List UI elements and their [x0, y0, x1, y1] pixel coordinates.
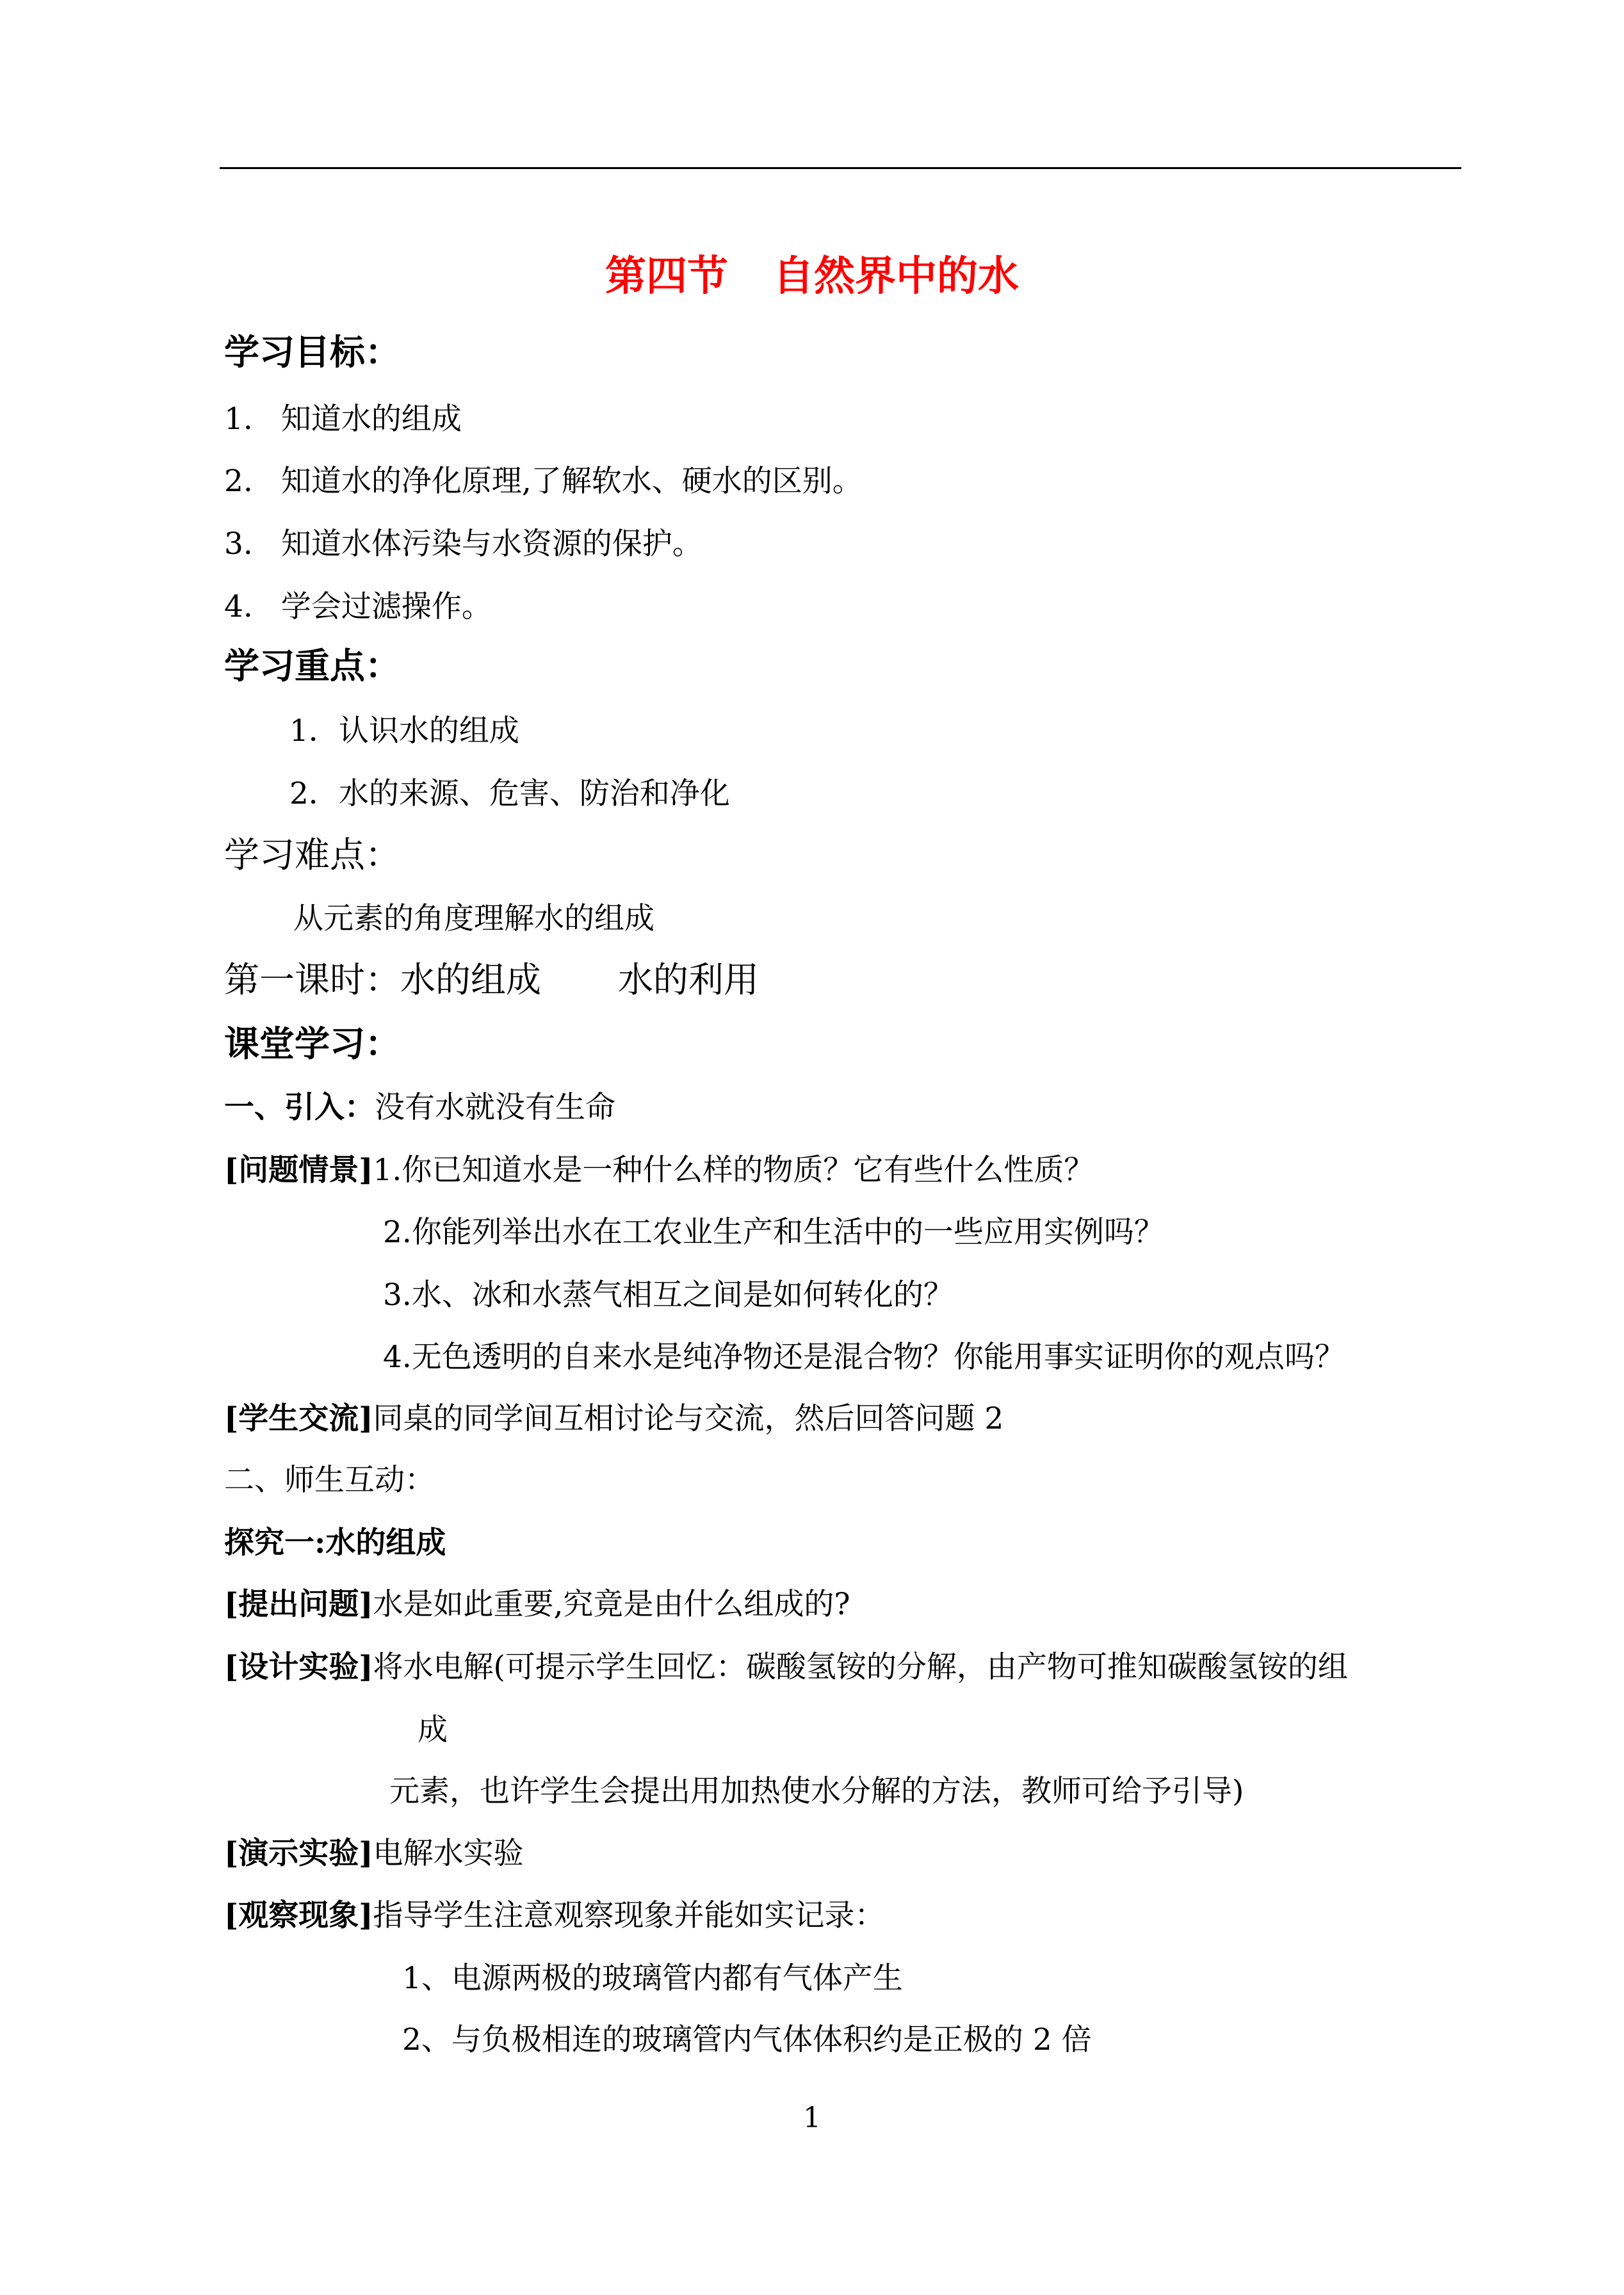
design-cont: 成 [418, 1712, 448, 1748]
exchange-line: [学生交流]同桌的同学间互相讨论与交流，然后回答问题 2 [224, 1401, 1004, 1436]
demo-line: [演示实验]电解水实验 [224, 1836, 524, 1871]
interact-heading: 二、师生互动： [224, 1463, 435, 1498]
explore-heading: 探究一:水的组成 [224, 1525, 446, 1561]
classroom-heading: 课堂学习： [224, 1023, 401, 1064]
question-item: 4.无色透明的自来水是纯净物还是混合物？你能用事实证明你的观点吗？ [383, 1340, 1345, 1375]
goals-heading: 学习目标： [224, 331, 401, 373]
lesson-line: 第一课时：水的组成 水的利用 [224, 959, 759, 1000]
observe-line: [观察现象]指导学生注意观察现象并能如实记录： [224, 1898, 885, 1933]
question-item: 3.水、冰和水蒸气相互之间是如何转化的？ [383, 1277, 954, 1313]
observe-item: 2、与负极相连的玻璃管内气体体积约是正极的 2 倍 [402, 2022, 1092, 2057]
goal-item: 3. 知道水体污染与水资源的保护。 [224, 526, 702, 562]
question-line: [问题情景]1.你已知道水是一种什么样的物质？它有些什么性质？ [224, 1153, 1094, 1188]
goal-item: 2. 知道水的净化原理,了解软水、硬水的区别。 [224, 464, 863, 499]
title-section: 第四节 [605, 252, 728, 300]
key-points-heading: 学习重点： [224, 645, 401, 686]
question-item: 2.你能列举出水在工农业生产和生活中的一些应用实例吗？ [383, 1215, 1164, 1250]
title-topic: 自然界中的水 [773, 252, 1019, 300]
design-line: [设计实验]将水电解(可提示学生回忆：碳酸氢铵的分解，由产物可推知碳酸氢铵的组 [224, 1650, 1348, 1685]
difficulty-heading: 学习难点： [224, 834, 401, 875]
page-title [0, 243, 1624, 302]
header-rule [220, 167, 1461, 169]
page-number: 1 [803, 2102, 821, 2134]
key-point-item: 2．水的来源、危害、防治和净化 [289, 776, 730, 811]
ask-line: [提出问题]水是如此重要,究竟是由什么组成的? [224, 1587, 850, 1622]
difficulty-text: 从元素的角度理解水的组成 [293, 901, 654, 936]
intro-line: 一、引入：没有水就没有生命 [224, 1090, 615, 1125]
observe-item: 1、电源两极的玻璃管内都有气体产生 [402, 1961, 903, 1996]
design-cont: 元素，也许学生会提出用加热使水分解的方法，教师可给予引导) [389, 1774, 1244, 1809]
key-point-item: 1．认识水的组成 [289, 713, 519, 749]
goal-item: 1. 知道水的组成 [224, 401, 462, 437]
goal-item: 4. 学会过滤操作。 [224, 589, 492, 624]
